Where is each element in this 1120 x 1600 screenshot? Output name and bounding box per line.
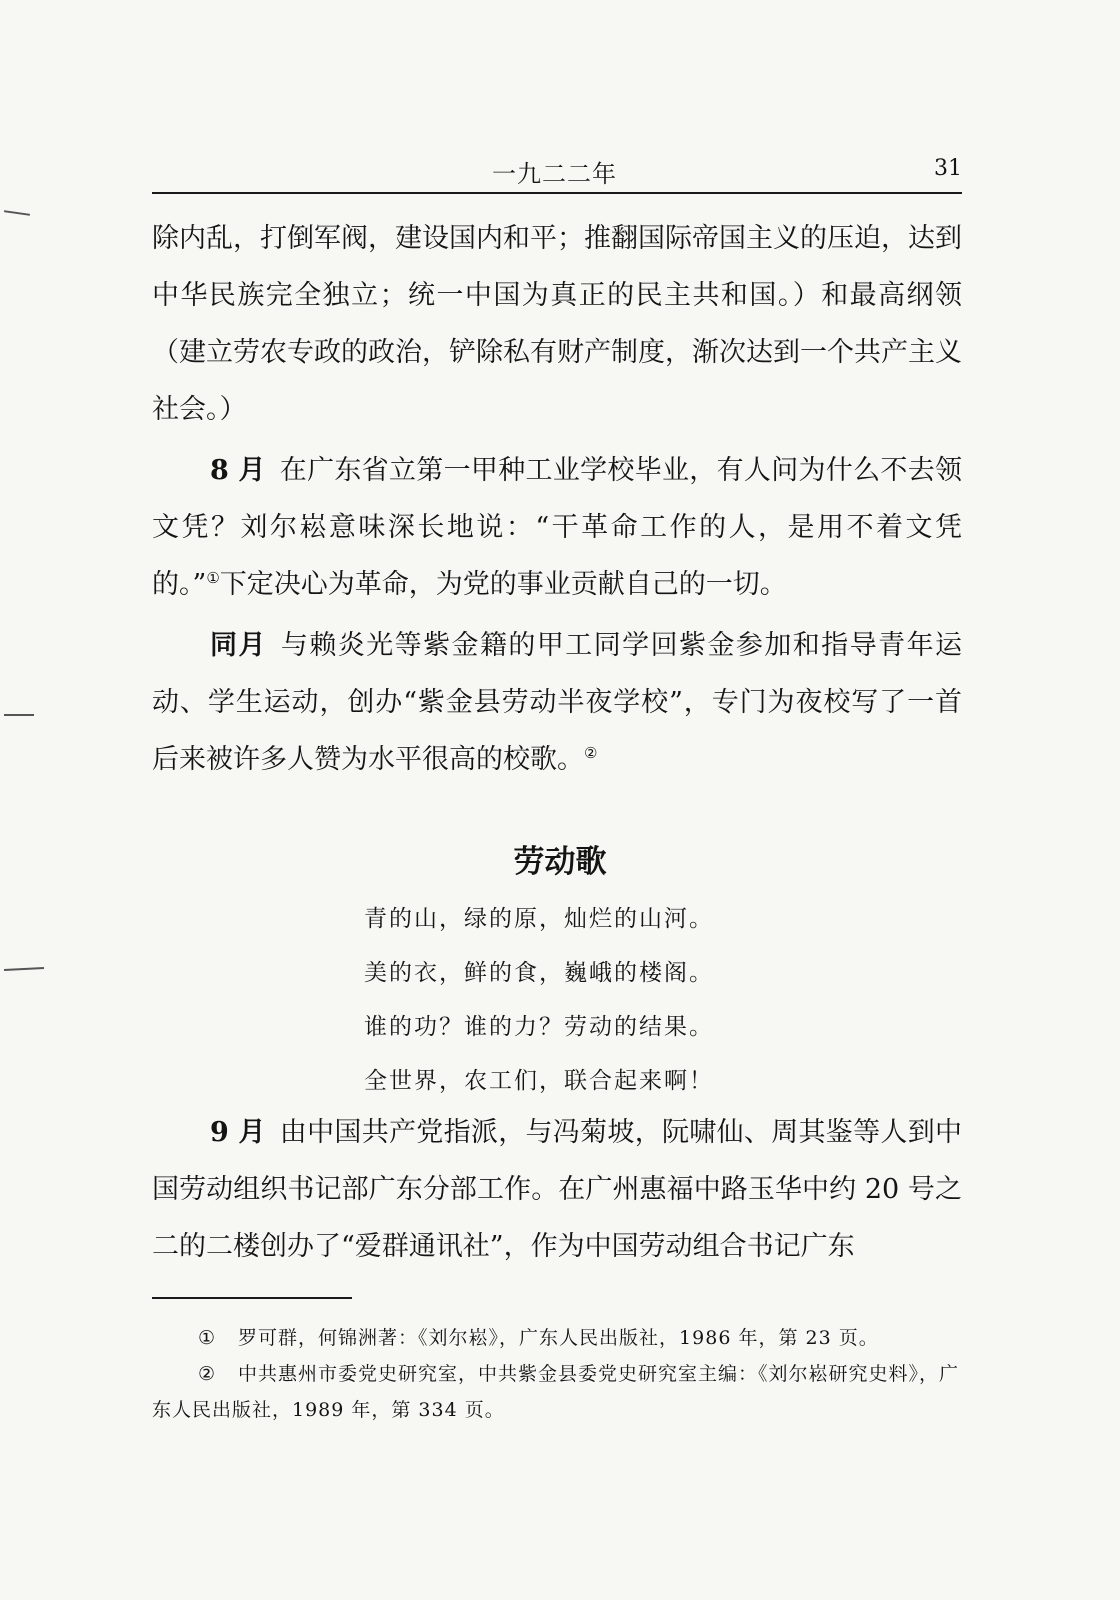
footnote-text: 罗可群，何锦洲著：《刘尔崧》，广东人民出版社，1986 年，第 23 页。 — [238, 1327, 879, 1349]
paragraph-august — [152, 442, 962, 613]
header-year-title: 一九二二年 — [492, 160, 617, 188]
body-text-lower — [152, 1104, 962, 1275]
month-label: 8 月 — [210, 455, 266, 486]
scan-mark — [4, 714, 34, 716]
poem-line: 全世界，农工们，联合起来啊！ — [364, 1068, 714, 1094]
scan-mark — [4, 967, 44, 971]
footnote-text: 中共惠州市委党史研究室，中共紫金县委党史研究室主编：《刘尔崧研究史料》，广东人民出版社，1989 年，第 334 页。 — [152, 1363, 960, 1421]
month-label: 9 月 — [210, 1117, 266, 1148]
paragraph-text: 由中国共产党指派，与冯菊坡，阮啸仙、周其鉴等人到中国劳动组织书记部广东分部工作。在广州惠福中路玉华中约 20 号之二的二楼创办了“爱群通讯社”，作为中国劳动组合书记广东 — [152, 1117, 963, 1262]
paragraph-text: 与赖炎光等紫金籍的甲工同学回紫金参加和指导青年运动、学生运动，创办“紫金县劳动半夜学校”，专门为夜校写了一首后来被许多人赞为水平很高的校歌。 — [152, 630, 963, 775]
poem-line: 谁的功？谁的力？劳动的结果。 — [364, 1014, 714, 1040]
footnote-mark: ② — [198, 1363, 217, 1385]
paragraph-text: 下定决心为革命，为党的事业贡献自己的一切。 — [219, 569, 787, 600]
scan-mark — [4, 210, 30, 216]
footnotes — [152, 1320, 962, 1428]
header-rule — [152, 192, 962, 194]
footnote-rule — [152, 1297, 352, 1299]
poem-line: 美的衣，鲜的食，巍峨的楼阁。 — [364, 960, 714, 986]
body-text — [152, 210, 962, 788]
page-number: 31 — [934, 156, 962, 181]
footnote-mark: ① — [198, 1327, 217, 1349]
poem — [364, 892, 714, 1108]
poem-line: 青的山，绿的原，灿烂的山河。 — [364, 906, 714, 932]
footnote — [152, 1356, 962, 1428]
footnote — [152, 1320, 962, 1356]
footnote-ref: ① — [206, 569, 220, 587]
paragraph-september — [152, 1104, 962, 1275]
paragraph-text: 在广东省立第一甲种工业学校毕业，有人问为什么不去领文凭？刘尔崧意味深长地说：“干革命工作的人，是用不着文凭的。” — [152, 455, 963, 600]
running-header — [152, 154, 962, 194]
paragraph-continued: 除内乱，打倒军阀，建设国内和平；推翻国际帝国主义的压迫，达到中华民族完全独立；统一中国为真正的民主共和国。）和最高纲领（建立劳农专政的政治，铲除私有财产制度，渐次达到一个共产主义社会。） — [152, 223, 962, 425]
paragraph-same-month — [152, 617, 962, 788]
month-label: 同月 — [210, 630, 267, 661]
poem-title: 劳动歌 — [513, 844, 607, 880]
footnote-ref: ② — [584, 744, 598, 762]
